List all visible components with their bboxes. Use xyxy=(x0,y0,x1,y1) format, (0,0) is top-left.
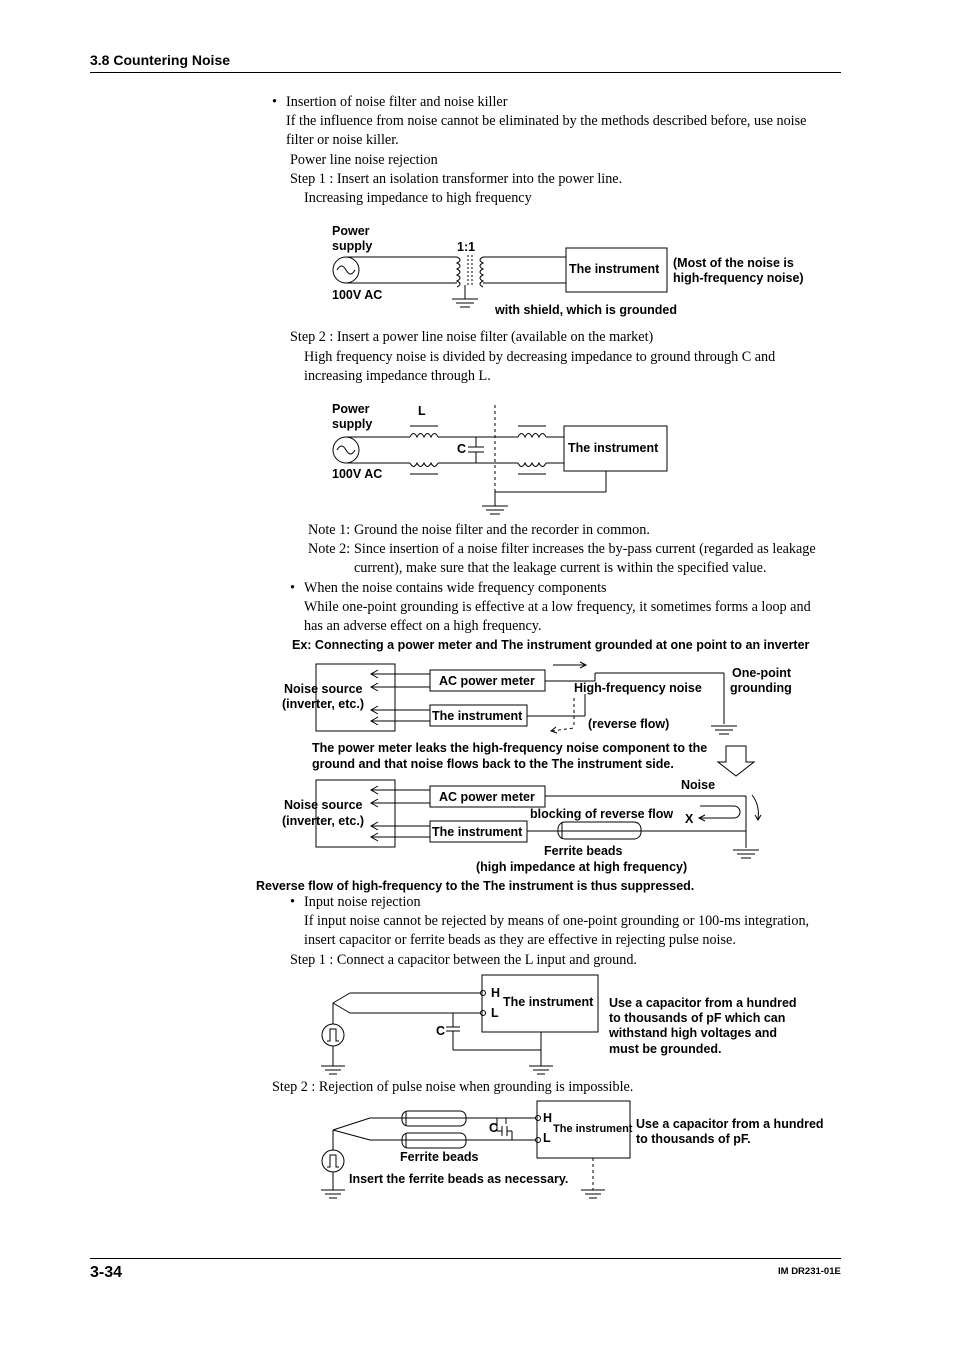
example-title: Ex: Connecting a power meter and The instrument grounded at one point to an inverter xyxy=(292,638,810,652)
input-step1: Step 1 : Connect a capacitor between the L input and ground. xyxy=(290,952,637,968)
page-number: 3-34 xyxy=(90,1264,123,1281)
diagram-label: AC power meter xyxy=(439,674,535,688)
diagram-label: X xyxy=(685,812,694,826)
diagram-label: (Most of the noise is xyxy=(673,256,794,270)
diagram-label: high-frequency noise) xyxy=(673,271,804,285)
diagram-label: The instrument xyxy=(553,1123,633,1135)
sine-wave-icon xyxy=(337,446,355,454)
diagram-label: The instrument xyxy=(568,441,659,455)
diagram-label: Use a capacitor from a hundred xyxy=(609,996,797,1010)
inductor-icon xyxy=(410,463,438,467)
inductor-icon xyxy=(518,434,546,438)
bullet-icon: • xyxy=(290,580,295,596)
power-title: Power line noise rejection xyxy=(290,152,438,168)
footer-rule xyxy=(90,1258,841,1259)
bullet3-line: insert capacitor or ferrite beads as they are effective in rejecting pulse noise. xyxy=(304,932,736,948)
input-step2: Step 2 : Rejection of pulse noise when grounding is impossible. xyxy=(272,1079,634,1095)
inductor-icon xyxy=(410,434,438,438)
bullet1-title: Insertion of noise filter and noise killer xyxy=(286,94,508,110)
diagram-label: to thousands of pF which can xyxy=(609,1011,786,1025)
diagram-label: The instrument xyxy=(432,709,523,723)
diagram-label: C xyxy=(457,442,467,456)
diagram-label: AC power meter xyxy=(439,790,535,804)
diagram-label: Power xyxy=(332,402,370,416)
doc-id: IM DR231-01E xyxy=(778,1266,841,1277)
diagram-label: High-frequency noise xyxy=(574,681,702,695)
diagram-label: Noise source xyxy=(284,798,363,812)
diagram-label: (high impedance at high frequency) xyxy=(476,860,688,874)
diagram-label: 100V AC xyxy=(332,288,383,302)
diagram-label: The instrument xyxy=(569,262,660,276)
diagram-label: Ferrite beads xyxy=(544,844,623,858)
diagram-label: Insert the ferrite beads as necessary. xyxy=(349,1172,569,1186)
diagram-label: withstand high voltages and xyxy=(609,1026,778,1040)
diagram-label: L xyxy=(491,1006,499,1020)
diagram-label: grounding xyxy=(730,681,792,695)
diagram-label: One-point xyxy=(732,666,792,680)
diagram-label: must be grounded. xyxy=(609,1042,722,1056)
diagram-transformer xyxy=(333,248,667,307)
diagram-label: L xyxy=(418,404,426,418)
down-arrow-icon xyxy=(718,746,754,776)
diagram-label: C xyxy=(489,1121,499,1135)
note2-text: Since insertion of a noise filter increases the by-pass current (regarded as leakage xyxy=(354,541,816,557)
diagram-label: 1:1 xyxy=(457,240,476,254)
diagram-label: supply xyxy=(332,239,373,253)
diagram-label: The instrument xyxy=(503,995,594,1009)
diagram-label: Ferrite beads xyxy=(400,1150,479,1164)
diagram-label: to thousands of pF. xyxy=(636,1132,751,1146)
bullet2-line: has an adverse effect on a high frequency. xyxy=(304,618,542,634)
bullet2-line: While one-point grounding is effective at a low frequency, it sometimes forms a loop and xyxy=(304,599,811,615)
pulse-icon xyxy=(327,1029,339,1041)
bullet-icon: • xyxy=(290,894,295,910)
pulse-source-icon xyxy=(322,1024,344,1046)
bullet3-line: If input noise cannot be rejected by means of one-point grounding or 100-ms integration, xyxy=(304,913,810,929)
bullet3-title: Input noise rejection xyxy=(304,894,421,910)
diagram-label: Noise xyxy=(681,778,716,792)
section-header: 3.8 Countering Noise xyxy=(90,52,231,68)
diagram-label: (inverter, etc.) xyxy=(282,697,364,711)
leak-text: The power meter leaks the high-frequency noise component to the xyxy=(312,741,708,755)
diagram-label: supply xyxy=(332,417,373,431)
diagram-label: The instrument xyxy=(432,825,523,839)
pulse-source-icon xyxy=(322,1150,344,1172)
step2-text: Step 2 : Insert a power line noise filter (available on the market) xyxy=(290,329,654,345)
sine-wave-icon xyxy=(337,266,355,274)
diagram-label: C xyxy=(436,1024,446,1038)
coil-icon xyxy=(480,257,483,287)
diagram-label: (reverse flow) xyxy=(588,717,670,731)
diagram-label: (inverter, etc.) xyxy=(282,814,364,828)
step2-sub: High frequency noise is divided by decreasing impedance to ground through C and xyxy=(304,349,776,365)
bullet1-line: filter or noise killer. xyxy=(286,132,399,148)
diagram-label: H xyxy=(491,986,501,1000)
diagram-label: Power xyxy=(332,224,370,238)
note2-label: Note 2: xyxy=(308,541,351,557)
inductor-icon xyxy=(518,463,546,467)
reverse-note: Reverse flow of high-frequency to the The instrument is thus suppressed. xyxy=(256,879,695,893)
coil-icon xyxy=(457,257,460,287)
bullet2-title: When the noise contains wide frequency components xyxy=(304,580,607,596)
diagram-label: L xyxy=(543,1131,551,1145)
diagram-noise-filter xyxy=(333,405,667,514)
pulse-icon xyxy=(327,1155,339,1167)
bullet-icon: • xyxy=(272,94,277,110)
diagram-label: Use a capacitor from a hundred xyxy=(636,1117,824,1131)
bullet1-line: If the influence from noise cannot be eliminated by the methods described before, use noise xyxy=(286,113,807,129)
note2-text: current), make sure that the leakage current is within the specified value. xyxy=(354,560,767,576)
step2-sub: increasing impedance through L. xyxy=(304,368,491,384)
step1-sub: Increasing impedance to high frequency xyxy=(304,190,532,206)
note1-text: Ground the noise filter and the recorder in common. xyxy=(354,522,650,538)
diagram-label: Noise source xyxy=(284,682,363,696)
diagram-label: blocking of reverse flow xyxy=(530,807,674,821)
step1-text: Step 1 : Insert an isolation transformer into the power line. xyxy=(290,171,623,187)
diagram-one-point xyxy=(316,662,754,776)
diagram-label: H xyxy=(543,1111,553,1125)
diagram-label: with shield, which is grounded xyxy=(495,303,677,317)
diagram-capacitor xyxy=(321,975,598,1074)
leak-text: ground and that noise flows back to the The instrument side. xyxy=(312,757,674,771)
diagram-label: 100V AC xyxy=(332,467,383,481)
note1-label: Note 1: xyxy=(308,522,351,538)
